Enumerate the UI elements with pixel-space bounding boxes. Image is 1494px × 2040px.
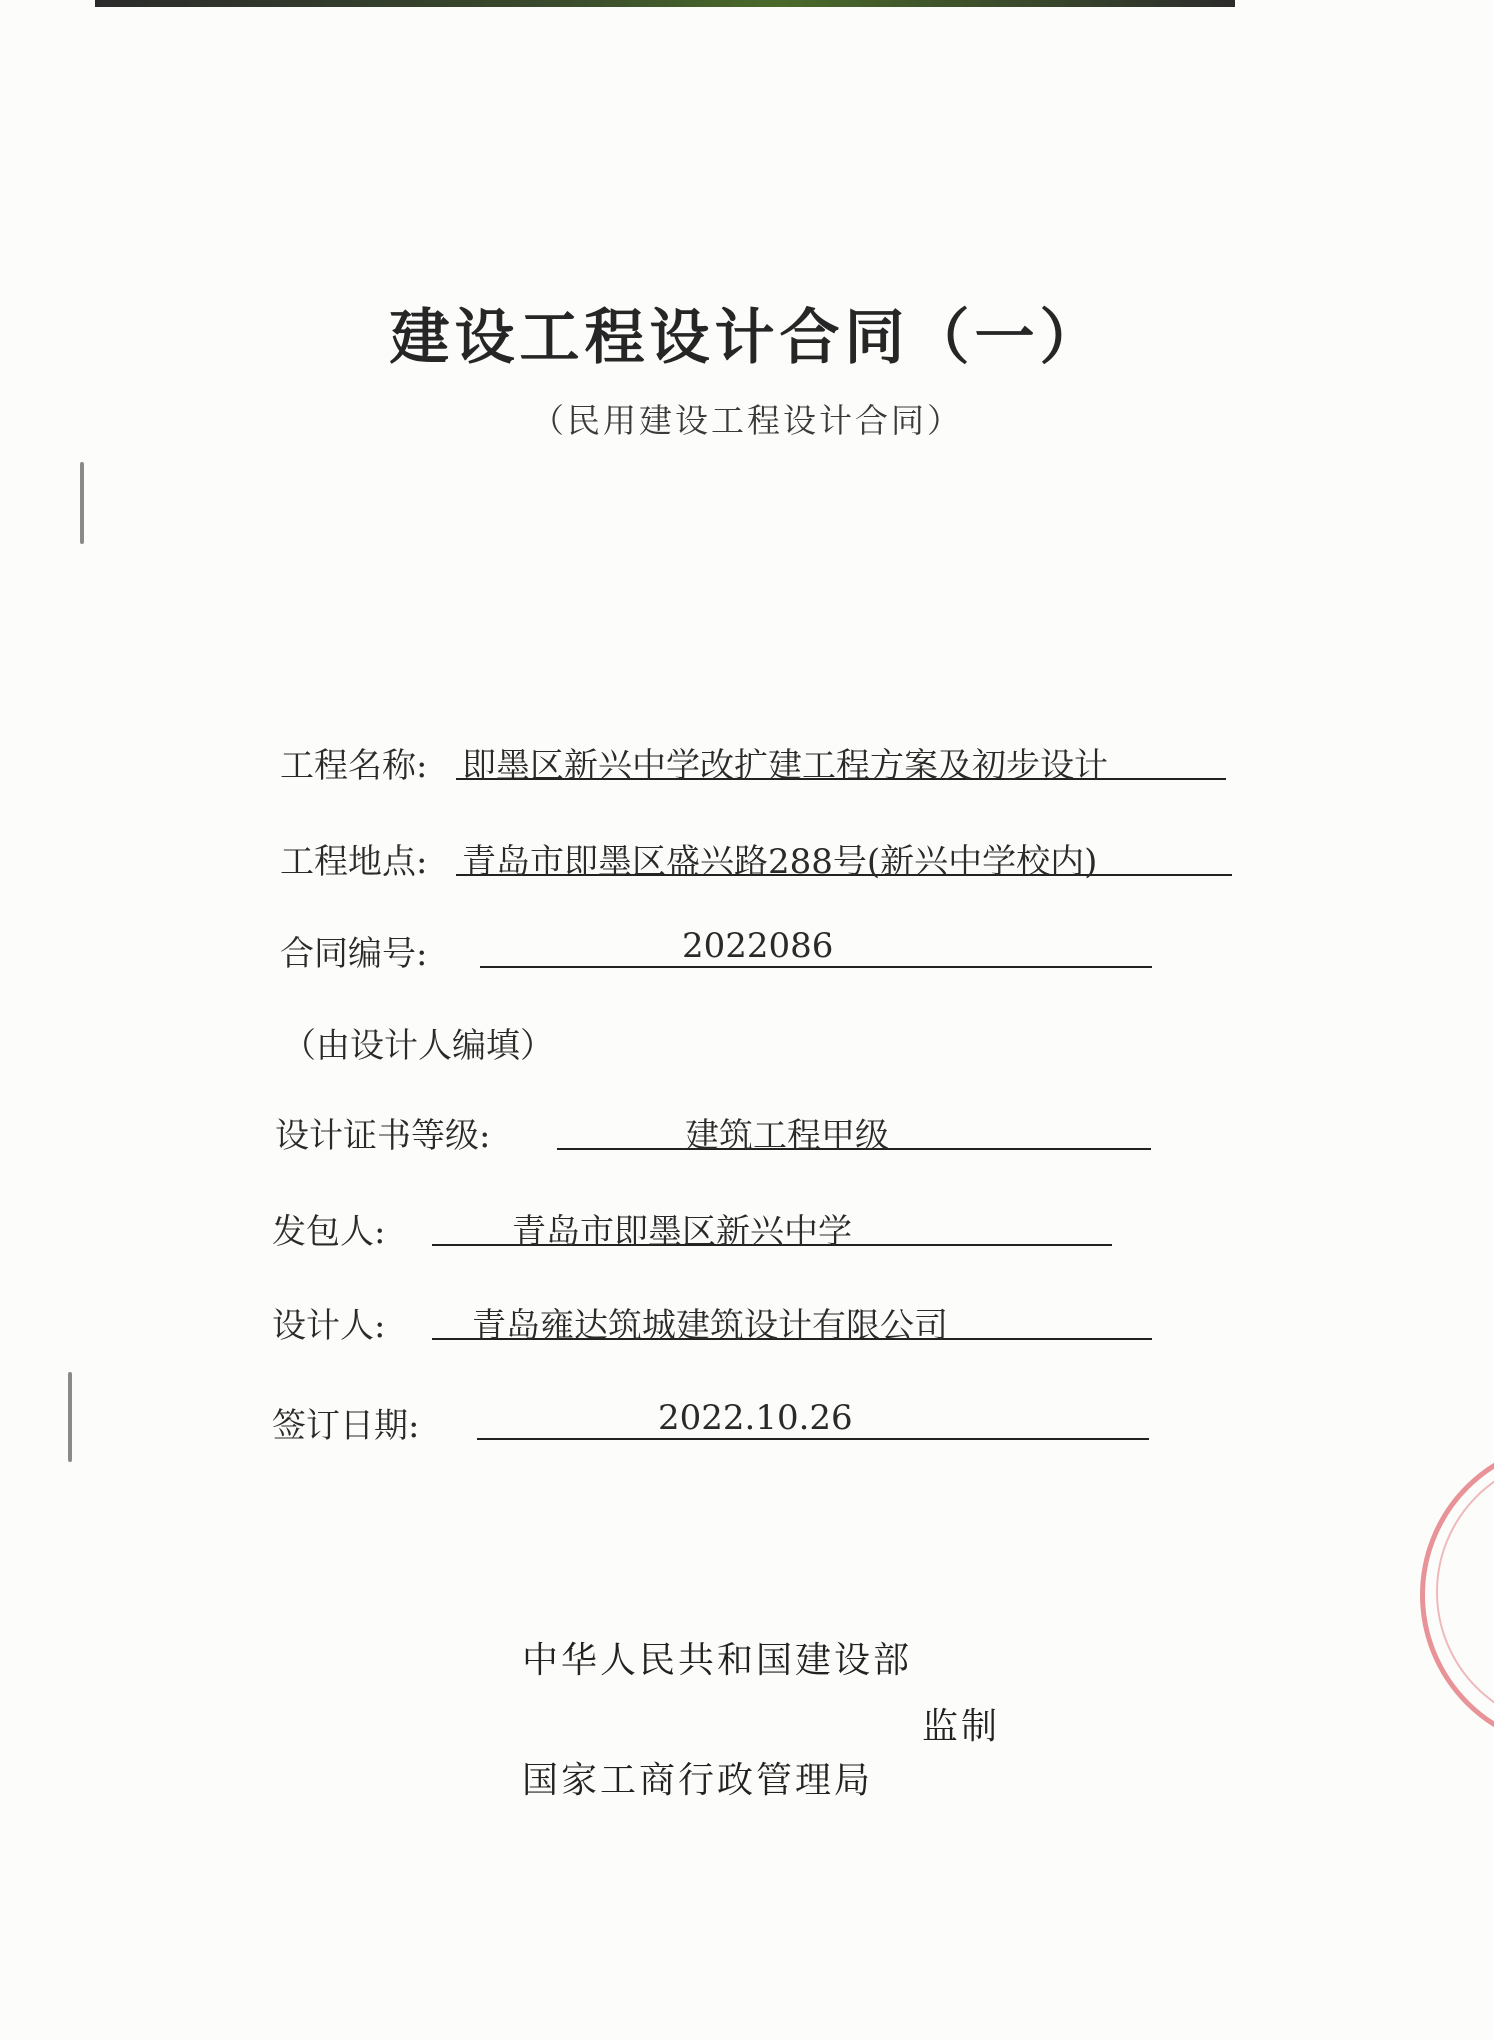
photo-edge-band bbox=[95, 0, 1235, 7]
margin-mark-lower bbox=[68, 1372, 72, 1462]
issuer-administration: 国家工商行政管理局 bbox=[522, 1760, 874, 1801]
project-location-label: 工程地点: bbox=[280, 842, 428, 882]
contract-number-value: 2022086 bbox=[682, 926, 834, 966]
contract-number-note: （由设计人编填） bbox=[282, 1026, 554, 1066]
employer-label: 发包人: bbox=[272, 1212, 386, 1252]
designer-value: 青岛雍达筑城建筑设计有限公司 bbox=[472, 1306, 948, 1346]
contract-number-row bbox=[280, 926, 1180, 976]
margin-mark-upper bbox=[80, 462, 84, 544]
issuer-ministry: 中华人民共和国建设部 bbox=[522, 1640, 913, 1681]
issuer-supervise: 监制 bbox=[922, 1706, 1001, 1747]
document-subtitle: （民用建设工程设计合同） bbox=[531, 401, 963, 440]
document-title: 建设工程设计合同（一） bbox=[389, 303, 1105, 373]
contract-number-label: 合同编号: bbox=[280, 934, 428, 974]
designer-label: 设计人: bbox=[272, 1306, 386, 1346]
certificate-grade-value: 建筑工程甲级 bbox=[685, 1116, 889, 1156]
signing-date-label: 签订日期: bbox=[272, 1406, 420, 1446]
project-name-value: 即墨区新兴中学改扩建工程方案及初步设计 bbox=[462, 746, 1108, 786]
employer-row bbox=[272, 1204, 1172, 1254]
project-location-value: 青岛市即墨区盛兴路288号(新兴中学校内) bbox=[462, 842, 1098, 882]
signing-date-value: 2022.10.26 bbox=[658, 1398, 853, 1438]
certificate-grade-row bbox=[275, 1108, 1175, 1158]
signing-date-row bbox=[272, 1398, 1172, 1448]
certificate-grade-label: 设计证书等级: bbox=[275, 1116, 491, 1156]
project-name-label: 工程名称: bbox=[280, 746, 428, 786]
project-location-row bbox=[280, 834, 1240, 884]
project-name-row bbox=[280, 738, 1240, 788]
designer-row bbox=[272, 1298, 1172, 1348]
employer-value: 青岛市即墨区新兴中学 bbox=[512, 1212, 852, 1252]
